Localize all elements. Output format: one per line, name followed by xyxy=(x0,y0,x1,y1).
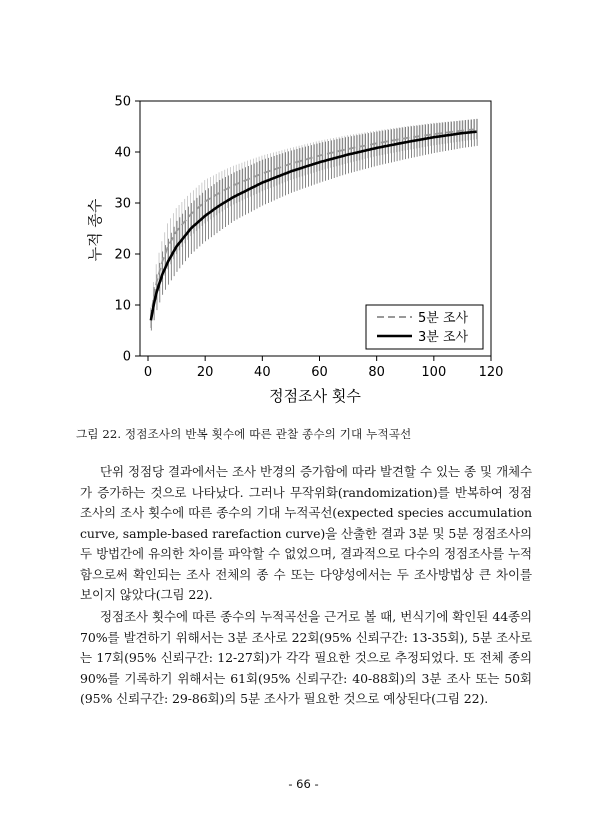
confidence-intervals xyxy=(150,119,477,331)
x-tick-label: 80 xyxy=(368,365,385,380)
x-tick-label: 120 xyxy=(478,365,504,380)
y-tick-label: 10 xyxy=(114,298,131,314)
x-tick-label: 40 xyxy=(254,365,271,380)
legend-label-3min: 3분 조사 xyxy=(418,330,469,345)
legend xyxy=(366,305,483,349)
figure-caption: 그림 22. 정점조사의 반복 횟수에 따른 관찰 종수의 기대 누적곡선 xyxy=(76,427,412,441)
page-number: - 66 - xyxy=(288,777,319,791)
x-axis-label: 정점조사 횟수 xyxy=(269,387,361,405)
legend-label-5min: 5분 조사 xyxy=(418,311,469,326)
body-paragraph-2: 정점조사 횟수에 따른 종수의 누적곡선을 근거로 볼 때, 번식기에 확인된 44종의 70%를 발견하기 위해서는 3분 조사로 22회(95% 신뢰구간: 13-35회), 5분 조사로는 17회(95% 신뢰구간: 12-27회)가 각각 필요한 것으로 추정되었다. 또 전체 종의 90%를 기록하기 위해서는 61회(95% 신뢰구간: 40-88회)의 3분 조사 또는 50회(95% 신뢰구간: 29-86회)의 5분 조사가 필요한 것으로 예상된다(그림 22). xyxy=(80,609,532,706)
y-axis-label: 누적 종수 xyxy=(86,198,104,262)
x-tick-label: 60 xyxy=(311,365,328,380)
y-tick-label: 0 xyxy=(122,349,131,365)
x-tick-label: 20 xyxy=(196,365,214,380)
y-tick-label: 40 xyxy=(114,145,131,161)
x-tick-label: 0 xyxy=(143,365,153,380)
y-tick-label: 20 xyxy=(114,247,131,263)
y-tick-label: 30 xyxy=(114,196,131,212)
x-tick-label: 100 xyxy=(421,365,447,380)
body-paragraph-1: 단위 정점당 결과에서는 조사 반경의 증가함에 따라 발견할 수 있는 종 및 개체수가 증가하는 것으로 나타났다. 그러나 무작위화(randomization)를 반복하여 정점조사의 조사 횟수에 따른 종수의 기대 누적곡선(expected species accumulation curve, sample-based rarefaction curve)을 산출한 결과 3분 및 5분 정점조사의 두 방법간에 유의한 차이를 파악할 수 없었으며, 결과적으로 다수의 정점조사를 누적함으로써 확인되는 조사 전체의 종 수 또는 다양성에서는 두 조사방법상 큰 차이를 보이지 않았다(그림 22). xyxy=(80,464,532,602)
y-tick-label: 50 xyxy=(114,94,131,110)
